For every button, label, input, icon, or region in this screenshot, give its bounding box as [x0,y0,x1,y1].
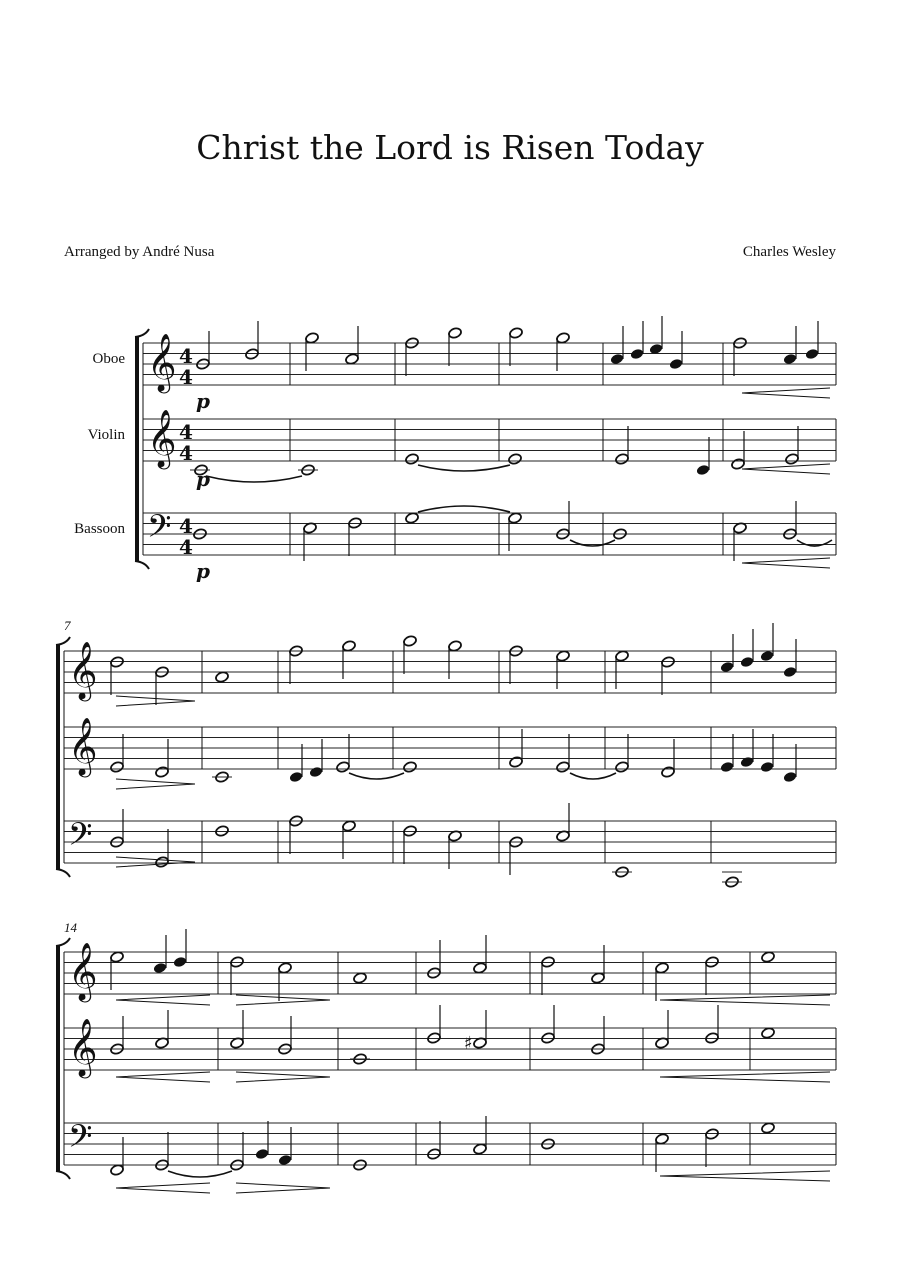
decrescendo-hairpin [236,995,330,1005]
note-head [278,962,293,975]
bass-clef: 𝄢 [68,816,93,860]
crescendo-hairpin [660,995,830,1005]
note-head [740,756,755,769]
note-head [153,962,168,975]
system-bracket [135,561,149,569]
tie [797,540,832,546]
crescendo-hairpin [742,464,830,474]
system-bracket [56,869,70,877]
treble-clef: 𝄞 [68,942,98,1000]
composer-credit: Charles Wesley [742,244,836,260]
note-head [215,671,230,684]
note-head [345,353,360,366]
tie [349,773,404,779]
note-head [556,332,571,345]
measure-number: 14 [64,920,77,935]
note-head [760,650,775,663]
note-head [761,1122,776,1135]
tie [206,476,302,482]
instrument-label-oboe: Oboe [92,351,125,367]
note-head [556,650,571,663]
time-signature: 4 [179,514,193,538]
note-head [289,771,304,784]
note-head [278,1154,293,1167]
system-bracket [56,1171,70,1179]
note-head [508,512,523,525]
note-head [669,358,684,371]
note-head [696,464,711,477]
note-head [740,656,755,669]
note-head [783,771,798,784]
note-head [353,972,368,985]
dynamic-marking: p [196,559,210,583]
note-head [155,766,170,779]
time-signature: 4 [179,365,193,389]
instrument-label-bassoon: Bassoon [74,521,125,537]
note-head [556,761,571,774]
time-signature: 4 [179,535,193,559]
tie [418,465,510,471]
note-head [110,761,125,774]
note-head [110,951,125,964]
note-head [448,327,463,340]
crescendo-hairpin [660,1171,830,1181]
note-head [342,820,357,833]
note-head [336,761,351,774]
note-head [615,761,630,774]
decrescendo-hairpin [116,779,195,789]
note-head [173,956,188,969]
note-head [473,1143,488,1156]
note-head [615,453,630,466]
note-head [731,458,746,471]
note-head [783,353,798,366]
note-head [155,856,170,869]
dynamic-marking: p [196,467,210,491]
note-head [305,332,320,345]
note-head [405,453,420,466]
note-head [610,353,625,366]
note-head [110,1164,125,1177]
note-head [761,1027,776,1040]
note-head [655,962,670,975]
bass-clef: 𝄢 [68,1118,93,1162]
note-head [655,1133,670,1146]
note-head [761,951,776,964]
instrument-label-violin: Violin [87,427,125,443]
note-head [785,453,800,466]
crescendo-hairpin [116,995,210,1005]
treble-clef: 𝄞 [147,333,177,391]
note-head [405,512,420,525]
time-signature: 4 [179,441,193,465]
time-signature: 4 [179,344,193,368]
sharp-accidental: ♯ [464,1033,473,1054]
note-head [783,666,798,679]
crescendo-hairpin [742,558,830,568]
note-head [591,972,606,985]
crescendo-hairpin [116,1183,210,1193]
note-head [509,327,524,340]
note-head [403,761,418,774]
crescendo-hairpin [660,1072,830,1082]
treble-clef: 𝄞 [68,641,98,699]
note-head [403,635,418,648]
note-head [342,640,357,653]
crescendo-hairpin [116,1072,210,1082]
note-head [309,766,324,779]
note-head [615,650,630,663]
dynamic-marking: p [196,389,210,413]
decrescendo-hairpin [236,1183,330,1193]
tie [418,506,510,512]
note-head [630,348,645,361]
decrescendo-hairpin [236,1072,330,1082]
treble-clef: 𝄞 [147,409,177,467]
tie [570,773,616,779]
note-head [720,661,735,674]
tie [570,540,615,546]
crescendo-hairpin [742,388,830,398]
note-head [720,761,735,774]
note-head [473,962,488,975]
note-head [508,453,523,466]
note-head [760,761,775,774]
note-head [255,1148,270,1161]
treble-clef: 𝄞 [68,717,98,775]
treble-clef: 𝄞 [68,1018,98,1076]
note-head [448,640,463,653]
time-signature: 4 [179,420,193,444]
note-head [805,348,820,361]
note-head [509,756,524,769]
measure-number: 7 [64,618,71,633]
bass-clef: 𝄢 [147,508,172,552]
arranger-credit: Arranged by André Nusa [64,244,215,260]
note-head [661,766,676,779]
score-title: Christ the Lord is Risen Today [196,128,704,167]
tie [168,1171,232,1177]
